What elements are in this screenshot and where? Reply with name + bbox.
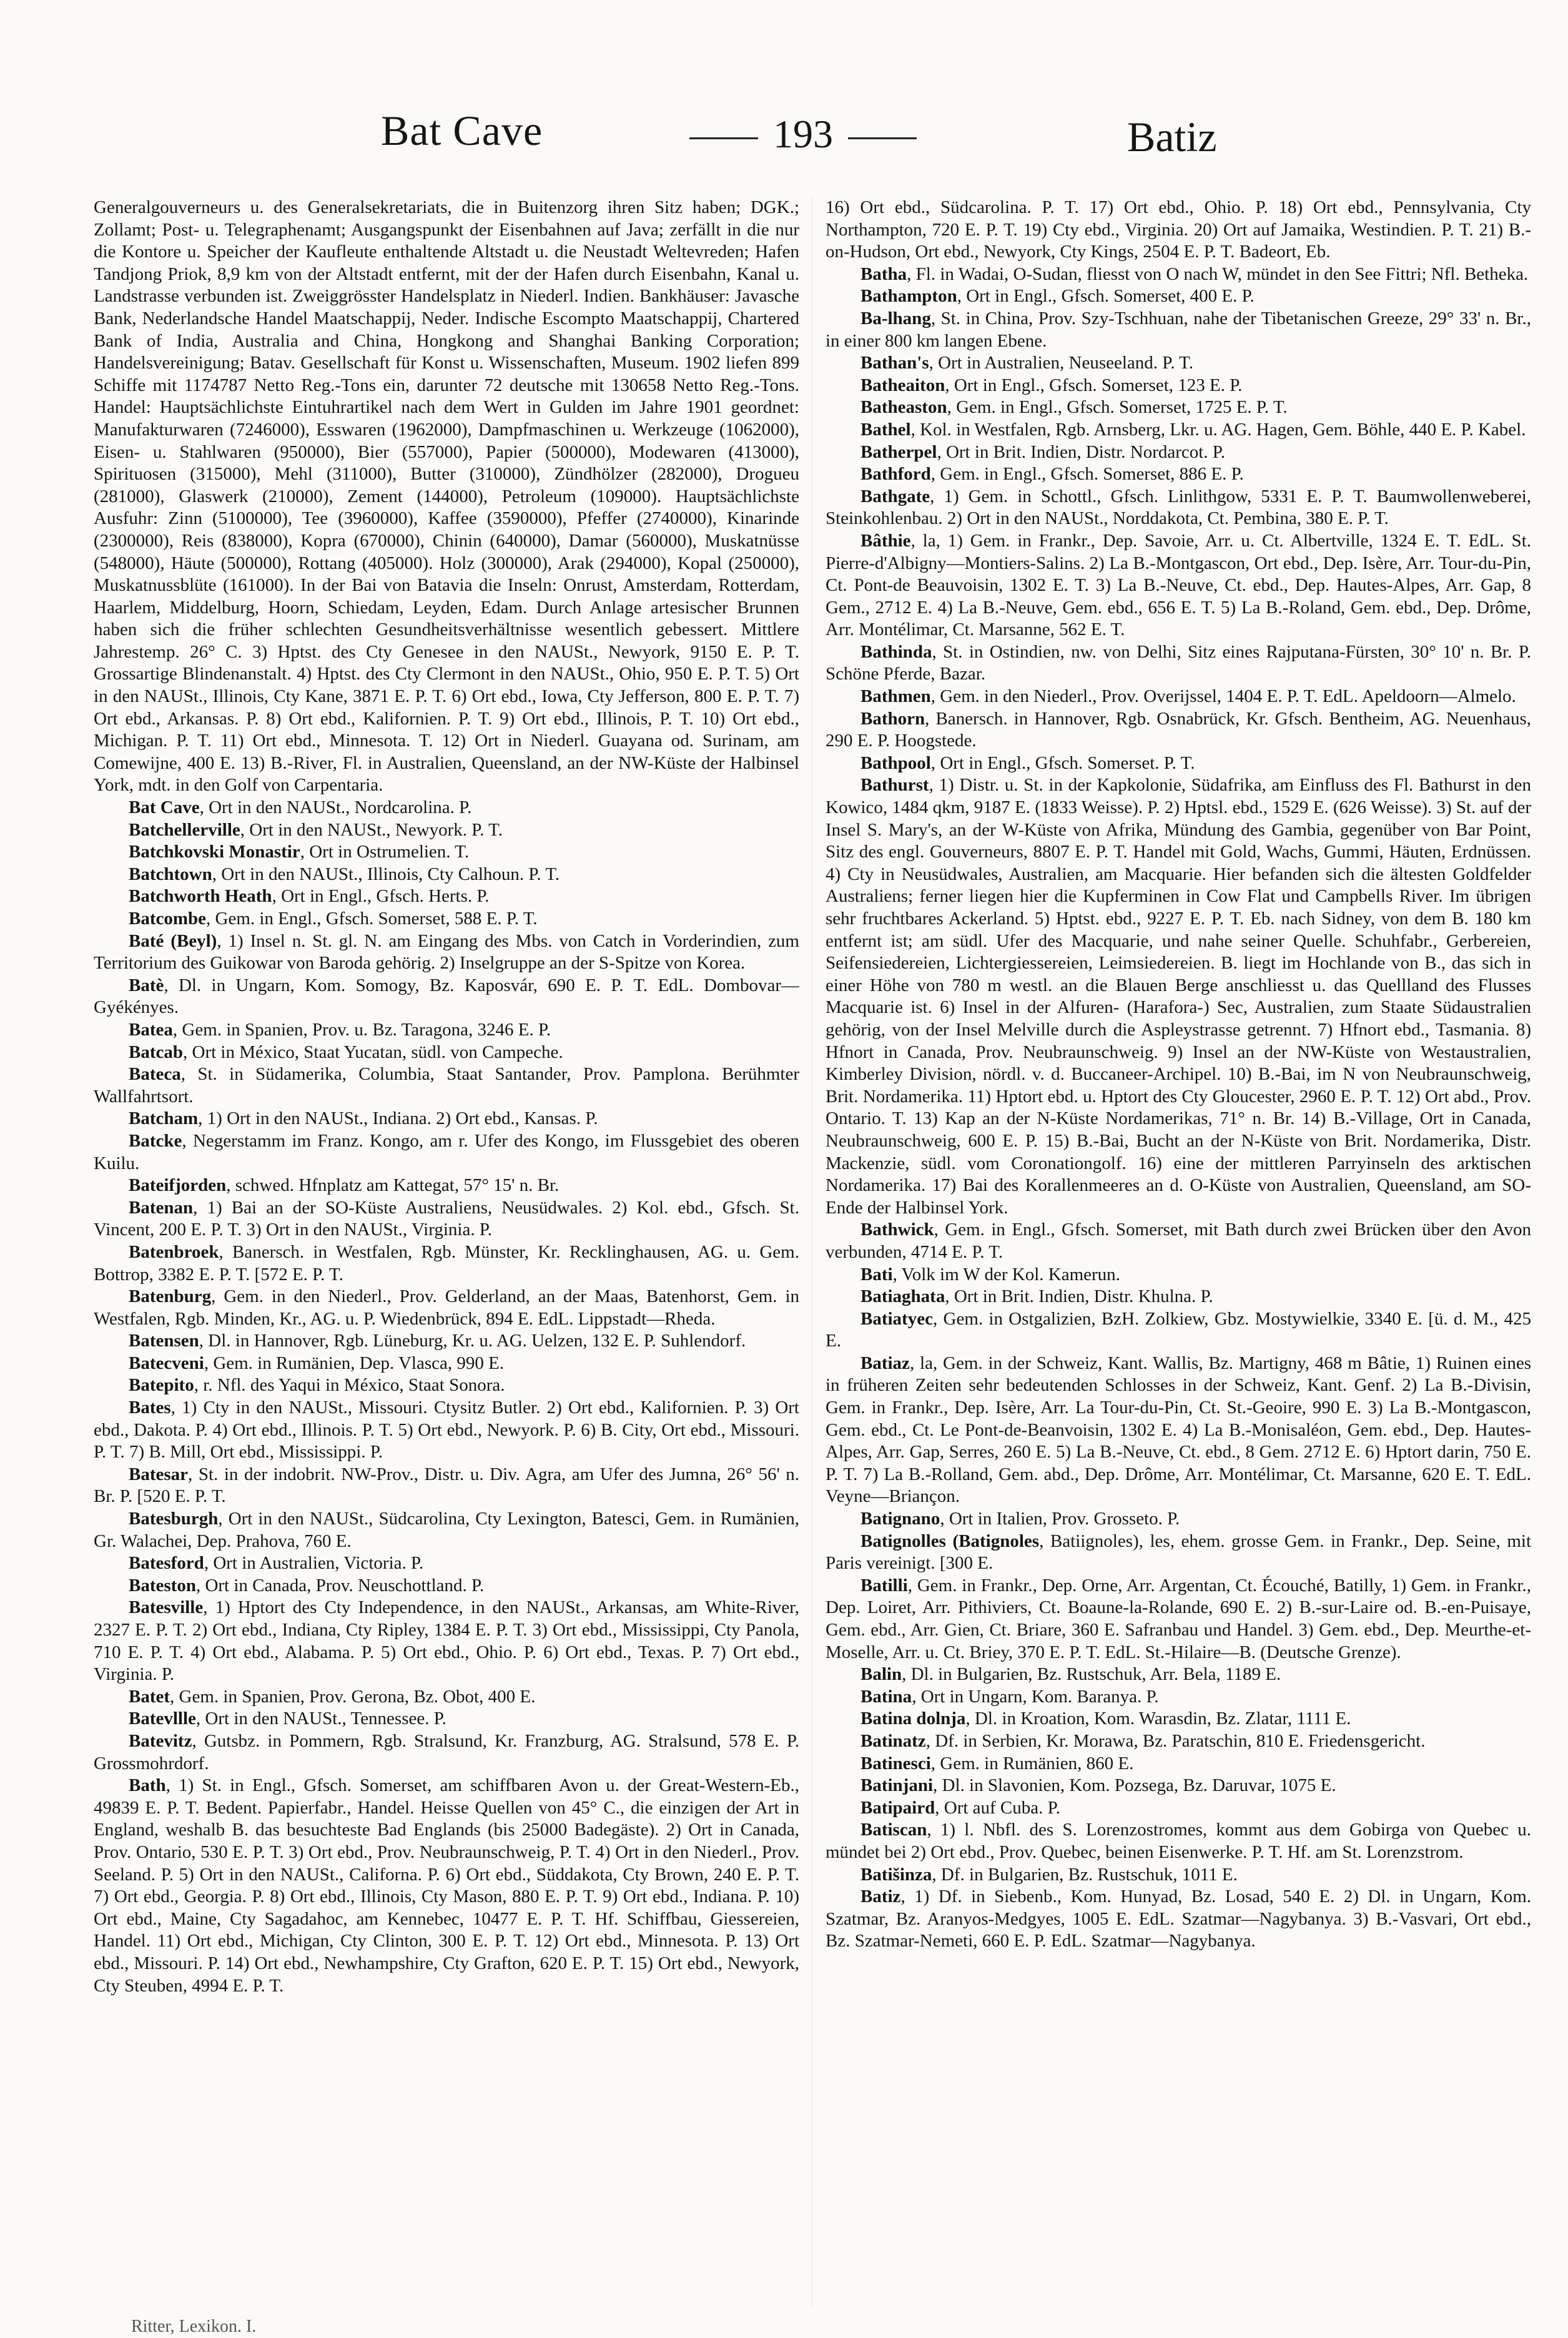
dictionary-entry: Batipaird, Ort auf Cuba. P. xyxy=(860,1797,1060,1818)
entry-headword: Batinesci xyxy=(860,1753,931,1773)
dictionary-entry: Batcke, Negerstamm im Franz. Kongo, am r. Ufer des Kongo, im Flussgebiet des oberen Kuilu. xyxy=(94,1130,799,1173)
dictionary-entry: Batenan, 1) Bai an der SO-Küste Australiens, Neusüdwales. 2) Kol. ebd., Gfsch. St. Vincent, 200 E. P. T. 3) Ort in den NAUSt., Virginia. P. xyxy=(94,1197,799,1240)
entry-headword: Batensen xyxy=(129,1331,199,1351)
entry-headword: Batignolles (Batignoles xyxy=(860,1531,1040,1551)
dictionary-entry: 16) Ort ebd., Südcarolina. P. T. 17) Ort ebd., Ohio. P. 18) Ort ebd., Pennsylvania, Cty Northampton, 720 E. P. T. 19) Cty ebd., Virginia. 20) Ort auf Jamaika, Westindien. P. T. 21) B.-on-Hudson, Ort ebd., Newyork, Cty Kings, 2504 E. P. T. Badeort, Eb. xyxy=(826,197,1531,262)
dictionary-entry: Batensen, Dl. in Hannover, Rgb. Lüneburg, Kr. u. AG. Uelzen, 132 E. P. Suhlendorf. xyxy=(129,1331,746,1351)
dictionary-entry: Batepito, r. Nfl. des Yaqui in México, Staat Sonora. xyxy=(129,1375,505,1396)
dictionary-entry: Batè, Dl. in Ungarn, Kom. Somogy, Bz. Kaposvár, 690 E. P. T. EdL. Dombovar—Gyékényes. xyxy=(94,975,799,1018)
entry-headword: Batiscan xyxy=(860,1820,927,1840)
dictionary-entry: Batina dolnja, Dl. in Kroation, Kom. Warasdin, Bz. Zlatar, 1111 E. xyxy=(860,1709,1351,1729)
entry-headword: Bati xyxy=(860,1264,893,1285)
entry-headword: Bath xyxy=(129,1775,166,1796)
entry-headword: Batherpel xyxy=(860,441,937,462)
dictionary-entry: Batchkovski Monastir, Ort in Ostrumelien. T. xyxy=(129,842,470,862)
entry-headword: Batina dolnja xyxy=(860,1709,966,1729)
dictionary-entry: Bathurst, 1) Distr. u. St. in der Kapkolonie, Südafrika, am Einfluss des Fl. Bathurst in den Kowico, 1484 qkm, 9187 E. (1833 Weisse). P. 2) Hptsl. ebd., 1529 E. (626 Weisse). 3) St. auf der Insel S. Mary's, an der W-Küste von Afrika, Mündung des Gambia, gegenüber von Bar Point, Sitz des engl. Gouverneurs, 8807 E. P. T. Handel mit Gold, Wachs, Gummi, Häuten, Erdnüssen. 4) Cty in Neusüdwales, Australien, am Macquarie. Hier befanden sich die ältesten Goldfelder Australiens; ferner liegen hier die Kupferminen in Cow Flat und Campbells River. Im übrigen sehr fruchtbares Ackerland. 5) Hptst. ebd., 9227 E. P. T. Eb. nach Sidney, von dem B. 180 km entfernt ist; am südl. Ufer des Macquarie, und nahe seiner Quelle. Schuhfabr., Gerbereien, Seifensiedereien, Lichtergiessereien, Leimsiedereien. B. liegt im Hochlande von B., das sich in einer Höhe von 780 m westl. an die Blauen Berge anschliesst u. das Quellland des Flusses Macquarie ist. 6) Insel in der Alfuren- (Harafora-) Sec, Australien, zum Staate Südaustralien gehörig, von der Insel Melville durch die Aspleystrasse getrennt. 7) Hfnort ebd., Tasmania. 8) Hfnort in Canada, Prov. Neubraunschweig. 9) Insel an der NW-Küste von Westaustralien, Kimberley Division, nördl. v. d. Buccaneer-Archipel. 10) B.-Bai, im N von Neubraunschweig, Brit. Nordamerika. 11) Hptort ebd. u. Hptort des Cty Gloucester, 2960 E. P. T. 12) Ort abd., Prov. Ontario. T. 13) Kap an der N-Küste Nordamerikas, 71° n. Br. 14) B.-Village, Ort in Canada, Neubraunschweig, 600 E. P. 15) B.-Bai, Bucht an der N-Küste von Brit. Nordamerika, Distr. Mackenzie, südl. vom Coronationgolf. 16) eine der mittleren Parryinseln des arktischen Nordamerika. 17) Bai des Korallenmeeres an d. O-Küste von Australien, Queensland, am SO-Ende der Halbinsel York. xyxy=(826,775,1531,1218)
entry-headword: Batiaz xyxy=(860,1353,910,1373)
dictionary-entry: Bateifjorden, schwed. Hfnplatz am Kattegat, 57° 15' n. Br. xyxy=(129,1175,560,1196)
footer-catchword: Ritter, Lexikon. I. xyxy=(131,2317,257,2336)
dictionary-entry: Bathinda, St. in Ostindien, nw. von Delhi, Sitz eines Rajputana-Fürsten, 30° 10' n. Br. P. Schöne Pferde, Bazar. xyxy=(826,641,1531,684)
dictionary-entry: Batet, Gem. in Spanien, Prov. Gerona, Bz. Obot, 400 E. xyxy=(129,1686,536,1707)
dictionary-entry: Batinesci, Gem. in Rumänien, 860 E. xyxy=(860,1753,1134,1773)
entry-headword: Batiatyec xyxy=(860,1308,933,1329)
dictionary-entry: Batcombe, Gem. in Engl., Gfsch. Somerset, 588 E. P. T. xyxy=(129,909,538,929)
entry-headword: Bateifjorden xyxy=(129,1175,227,1196)
entry-headword: Batcke xyxy=(129,1130,182,1151)
dictionary-entry: Batea, Gem. in Spanien, Prov. u. Bz. Taragona, 3246 E. P. xyxy=(129,1019,551,1040)
dictionary-entry: Bâthie, la, 1) Gem. in Frankr., Dep. Savoie, Arr. u. Ct. Albertville, 1324 E. T. EdL. St. Pierre-d'Albigny—Montiers-Salins. 2) La B.-Montgascon, Ort ebd., Dep. Isère, Arr. Tour-du-Pin, Ct. Pont-de Beauvoisin, 1302 E. T. 3) La B.-Neuve, Ct. ebd., Dep. Hautes-Alpes, Arr. Gap, 8 Gem., 2712 E. 4) La B.-Neuve, Gem. ebd., 656 E. T. 5) La B.-Roland, Gem. ebd., Dep. Drôme, Arr. Montélimar, Ct. Marsanne, 562 E. T. xyxy=(826,530,1531,640)
dictionary-entry: Batcham, 1) Ort in den NAUSt., Indiana. 2) Ort ebd., Kansas. P. xyxy=(129,1108,598,1129)
entry-headword: Bathgate xyxy=(860,486,930,506)
entry-headword: Bateca xyxy=(129,1064,181,1085)
dictionary-entry: Batherpel, Ort in Brit. Indien, Distr. Nordarcot. P. xyxy=(860,441,1225,462)
entry-headword: Batchtown xyxy=(129,864,212,884)
header-left-keyword: Bat Cave xyxy=(381,107,543,154)
dictionary-entry: Batignano, Ort in Italien, Prov. Grosseto. P. xyxy=(860,1509,1180,1529)
dictionary-entry: Batišinza, Df. in Bulgarien, Bz. Rustschuk, 1011 E. xyxy=(860,1864,1238,1885)
entry-headword: Batiaghata xyxy=(860,1286,945,1307)
entry-headword: Bathford xyxy=(860,464,931,485)
entry-headword: Batecveni xyxy=(129,1353,204,1373)
entry-headword: Bathel xyxy=(860,419,911,440)
dictionary-entry: Bathwick, Gem. in Engl., Gfsch. Somerset, mit Bath durch zwei Brücken über den Avon verbunden, 4714 E. P. T. xyxy=(826,1220,1531,1262)
dictionary-entry: Batinjani, Dl. in Slavonien, Kom. Pozsega, Bz. Daruvar, 1075 E. xyxy=(860,1775,1336,1796)
entry-headword: Batchworth Heath xyxy=(129,886,272,907)
entry-headword: Baté (Beyl) xyxy=(129,930,217,951)
dictionary-entry: Ba-lhang, St. in China, Prov. Szy-Tschhuan, nahe der Tibetanischen Greeze, 29° 33' n. Br., in einer 800 km langen Ebene. xyxy=(826,308,1531,351)
entry-headword: Bathampton xyxy=(860,286,957,307)
entry-headword: Batilli xyxy=(860,1575,908,1596)
dictionary-entry: Batiz, 1) Df. in Siebenb., Kom. Hunyad, Bz. Losad, 540 E. 2) Dl. in Ungarn, Kom. Szatmar, Bz. Aranyos-Medgyes, 1005 E. EdL. Szatmar—Nagybanya. 3) B.-Vasvari, Ort ebd., Bz. Szatmar-Nemeti, 660 E. P. EdL. Szatmar—Nagybanya. xyxy=(826,1887,1531,1951)
dictionary-entry: Bateston, Ort in Canada, Prov. Neuschottland. P. xyxy=(129,1575,485,1596)
entry-headword: Batet xyxy=(129,1686,170,1707)
dictionary-entry: Bathampton, Ort in Engl., Gfsch. Somerset, 400 E. P. xyxy=(860,286,1255,307)
dictionary-entry: Batesville, 1) Hptort des Cty Independence, in den NAUSt., Arkansas, am White-River, 2327 E. P. T. 2) Ort ebd., Indiana, Cty Ripley, 1384 E. P. T. 3) Ort ebd., Mississippi, Cty Panola, 710 E. P. T. 4) Ort ebd., Alabama. P. 5) Ort ebd., Ohio. P. 6) Ort ebd., Texas. P. 7) Ort ebd., Virginia. P. xyxy=(94,1597,799,1685)
dictionary-entry: Batignolles (Batignoles, Batiignoles), les, ehem. grosse Gem. in Frankr., Dep. Seine, mit Paris vereinigt. [300 E. xyxy=(826,1531,1531,1574)
dictionary-entry: Batheaiton, Ort in Engl., Gfsch. Somerset, 123 E. P. xyxy=(860,375,1243,395)
dictionary-entry: Batheaston, Gem. in Engl., Gfsch. Somerset, 1725 E. P. T. xyxy=(860,397,1288,418)
dictionary-entry: Bathpool, Ort in Engl., Gfsch. Somerset. P. T. xyxy=(860,752,1195,773)
entry-headword: Batesville xyxy=(129,1597,204,1618)
entry-headword: Batišinza xyxy=(860,1864,932,1885)
dictionary-entry: Bathgate, 1) Gem. in Schottl., Gfsch. Linlithgow, 5331 E. P. T. Baumwollenweberei, Steinkohlenbau. 2) Ort in den NAUSt., Norddakota, Ct. Pembina, 380 E. P. T. xyxy=(826,486,1531,529)
entry-headword: Balin xyxy=(860,1664,902,1685)
dictionary-entry: Bathan's, Ort in Australien, Neuseeland. P. T. xyxy=(860,353,1193,373)
dictionary-entry: Batesford, Ort in Australien, Victoria. P. xyxy=(129,1553,424,1574)
dictionary-entry: Batecveni, Gem. in Rumänien, Dep. Vlasca, 990 E. xyxy=(129,1353,505,1373)
dictionary-entry: Bates, 1) Cty in den NAUSt., Missouri. Ctysitz Butler. 2) Ort ebd., Kalifornien. P. 3) Ort ebd., Dakota. P. 4) Ort ebd., Illinois. P. T. 5) Ort ebd., Newyork. P. 6) B. City, Ort ebd., Missouri. P. T. 7) B. Mill, Ort ebd., Mississippi. P. xyxy=(94,1398,799,1462)
entry-headword: Ba-lhang xyxy=(860,308,931,328)
entry-headword: Bathurst xyxy=(860,775,929,796)
entry-headword: Batè xyxy=(129,975,164,995)
entry-headword: Batevitz xyxy=(129,1730,192,1751)
entry-headword: Batenburg xyxy=(129,1286,212,1307)
dictionary-entry: Batiatyec, Gem. in Ostgalizien, BzH. Zolkiew, Gbz. Mostywielkie, 3340 E. [ü. d. M., 425 E. xyxy=(826,1308,1531,1351)
entry-headword: Bat Cave xyxy=(129,797,200,818)
entry-headword: Batesburgh xyxy=(129,1509,219,1529)
entry-headword: Batipaird xyxy=(860,1797,935,1818)
dictionary-entry: Batenbroek, Banersch. in Westfalen, Rgb. Münster, Kr. Recklinghausen, AG. u. Gem. Bottrop, 3382 E. P. T. [572 E. P. T. xyxy=(94,1241,799,1285)
entry-headword: Batignano xyxy=(860,1509,940,1529)
entry-headword: Batiz xyxy=(860,1887,901,1907)
entry-headword: Batina xyxy=(860,1686,912,1707)
dictionary-entry: Bath, 1) St. in Engl., Gfsch. Somerset, am schiffbaren Avon u. der Great-Western-Eb., 49839 E. P. T. Bedent. Papierfabr., Handel. Heisse Quellen von 45° C., die einzigen der Art in England, weshalb B. das besuchteste Bad Englands (bis 25000 Badegäste). 2) Ort in Canada, Prov. Ontario, 530 E. P. T. 3) Ort ebd., Prov. Neubraunschweig, P. T. 4) Ort in den Niederl., Prov. Seeland. P. 5) Ort in den NAUSt., Californa. P. 6) Ort ebd., Süddakota, Cty Brown, 240 E. P. T. 7) Ort ebd., Georgia. P. 8) Ort ebd., Illinois, Cty Mason, 880 E. P. T. 9) Ort ebd., Indiana. P. 10) Ort ebd., Maine, Cty Sagadahoc, am Kennebec, 10477 E. P. T. Hf. Schiffbau, Giessereien, Handel. 11) Ort ebd., Michigan, Cty Clinton, 300 E. P. T. 12) Ort ebd., Minnesota. P. 13) Ort ebd., Missouri. P. 14) Ort ebd., Newhampshire, Cty Grafton, 620 E. P. T. 15) Ort ebd., Newyork, Cty Steuben, 4994 E. P. T. xyxy=(94,1775,799,1996)
page-number: 193 xyxy=(773,112,833,156)
entry-headword: Batevllle xyxy=(129,1709,196,1729)
dictionary-entry: Baté (Beyl), 1) Insel n. St. gl. N. am Eingang des Mbs. von Catch in Vorderindien, zum Territorium des Guikowar von Baroda gehörig. 2) Inselgruppe an der S-Spitze von Korea. xyxy=(94,930,799,974)
entry-headword: Batesford xyxy=(129,1553,204,1574)
entry-headword: Batheaston xyxy=(860,397,947,418)
dictionary-entry: Batiaz, la, Gem. in der Schweiz, Kant. Wallis, Bz. Martigny, 468 m Bâtie, 1) Ruinen eines in früheren Zeiten sehr bedeutenden Schlosses in der Schweiz, Kant. Genf. 2) La B.-Divisin, Gem. in Frankr., Dep. Isère, Arr. La Tour-du-Pin, Ct. St.-Geoire, 990 E. 3) La B.-Montgascon, Gem. ebd., Ct. Le Pont-de-Beanvoisin, 1302 E. 4) La B.-Monisaléon, Gem. ebd., Dep. Hautes-Alpes, Arr. Gap, Serres, 260 E. 5) La B.-Neuve, Ct. ebd., 8 Gem. 2712 E. 6) Hptort darin, 750 E. P. T. 7) La B.-Rolland, Gem. abd., Dep. Drôme, Arr. Montélimar, Ct. Marsanne, 620 E. T. EdL. Veyne—Briançon. xyxy=(826,1353,1531,1507)
dictionary-entry: Batesar, St. in der indobrit. NW-Prov., Distr. u. Div. Agra, am Ufer des Jumna, 26° 56' n. Br. P. [520 E. P. T. xyxy=(94,1464,799,1507)
entry-headword: Bâthie xyxy=(860,530,911,551)
dictionary-entry: Batiscan, 1) l. Nbfl. des S. Lorenzostromes, kommt aus dem Gobirga von Quebec u. mündet bei 2) Ort ebd., Prov. Quebec, beinen Eisenwerke. P. T. Hf. am St. Lorenzstrom. xyxy=(826,1820,1531,1862)
entry-headword: Bathpool xyxy=(860,752,931,773)
dictionary-entry: Batesburgh, Ort in den NAUSt., Südcarolina, Cty Lexington, Batesci, Gem. in Rumänien, Gr. Walachei, Dep. Prahova, 760 E. xyxy=(94,1509,799,1551)
entry-headword: Batenbroek xyxy=(129,1241,219,1262)
entry-headword: Bateston xyxy=(129,1575,196,1596)
dictionary-entry: Batiaghata, Ort in Brit. Indien, Distr. Khulna. P. xyxy=(860,1286,1213,1307)
entry-headword: Bathwick xyxy=(860,1220,934,1240)
entry-headword: Batcham xyxy=(129,1108,199,1129)
dictionary-entry: Batchworth Heath, Ort in Engl., Gfsch. Herts. P. xyxy=(129,886,490,907)
entry-headword: Batchellerville xyxy=(129,819,240,840)
dictionary-entry: Bateca, St. in Südamerika, Columbia, Staat Santander, Prov. Pamplona. Berühmter Wallfahrtsort. xyxy=(94,1064,799,1107)
dictionary-entry: Batinatz, Df. in Serbien, Kr. Morawa, Bz. Paratschin, 810 E. Friedensgericht. xyxy=(860,1730,1426,1751)
dictionary-entry: Bathmen, Gem. in den Niederl., Prov. Overijssel, 1404 E. P. T. EdL. Apeldoorn—Almelo. xyxy=(860,686,1516,707)
entry-headword: Bathorn xyxy=(860,708,925,729)
entry-headword: Batinatz xyxy=(860,1730,926,1751)
dictionary-entry: Bat Cave, Ort in den NAUSt., Nordcarolina. P. xyxy=(129,797,472,818)
entry-headword: Batepito xyxy=(129,1375,194,1396)
dictionary-entry: Batha, Fl. in Wadai, O-Sudan, fliesst von O nach W, mündet in den See Fittri; Nfl. Betheka. xyxy=(860,264,1529,284)
dictionary-entry: Batina, Ort in Ungarn, Kom. Baranya. P. xyxy=(860,1686,1159,1707)
header-right-keyword: Batiz xyxy=(1127,113,1217,160)
right-column xyxy=(826,197,1531,2307)
entry-headword: Batinjani xyxy=(860,1775,934,1796)
entry-headword: Batcombe xyxy=(129,909,207,929)
dictionary-entry: Bathford, Gem. in Engl., Gfsch. Somerset, 886 E. P. xyxy=(860,464,1244,485)
entry-headword: Batheaiton xyxy=(860,375,945,395)
page-header xyxy=(0,75,1568,160)
dictionary-entry: Batevitz, Gutsbz. in Pommern, Rgb. Stralsund, Kr. Franzburg, AG. Stralsund, 578 E. P. Grossmohrdorf. xyxy=(94,1730,799,1773)
dictionary-entry: Bati, Volk im W der Kol. Kamerun. xyxy=(860,1264,1120,1285)
dictionary-entry: Balin, Dl. in Bulgarien, Bz. Rustschuk, Arr. Bela, 1189 E. xyxy=(860,1664,1281,1685)
header-dash-left xyxy=(689,137,758,139)
header-dash-right xyxy=(848,137,917,139)
dictionary-entry: Batchtown, Ort in den NAUSt., Illinois, Cty Calhoun. P. T. xyxy=(129,864,560,884)
dictionary-entry: Batchellerville, Ort in den NAUSt., Newyork. P. T. xyxy=(129,819,503,840)
entry-headword: Batcab xyxy=(129,1042,183,1062)
header-page-number-block xyxy=(674,111,932,157)
dictionary-entry: Generalgouverneurs u. des Generalsekretariats, die in Buitenzorg ihren Sitz haben; DGK.; Zollamt; Post- u. Telegraphenamt; Ausgangspunkt der Eisenbahnen auf Java; zerfällt in die nur die Kontore u. Speicher der Kaufleute enthaltende Altstadt u. die Neustadt Weltevreden; Hafen Tandjong Priok, 8,9 km von der Altstadt entfernt, mit der der Hafen durch Eisenbahn, Kanal u. Landstrasse verbunden ist. Zweiggrösster Handelsplatz in Niederl. Indien. Bankhäuser: Javasche Bank, Nederlandsche Handel Maatschappij, Neder. Indische Escompto Maatschappij, Chartered Bank of India, Australia and China, Hongkong and Shanghai Banking Corporation; Handelsvereinigung; Batav. Gesellschaft für Konst u. Wissenschaften, Museum. 1902 liefen 899 Schiffe mit 1174787 Netto Reg.-Tons ein, darunter 72 deutsche mit 130658 Netto Reg.-Tons. Handel: Hauptsächlichste Eintuhrartikel nach dem Wert in Gulden im Jahre 1901 geordnet: Manufakturwaren (7246000), Esswaren (1962000), Dampfmaschinen u. Werkzeuge (1062000), Eisen- u. Stahlwaren (950000), Bier (557000), Papier (500000), Modewaren (413000), Spirituosen (315000), Mehl (311000), Butter (310000), Zündhölzer (282000), Drogueu (281000), Glaswerk (210000), Zement (144000), Petroleum (109000). Hauptsächlichste Ausfuhr: Zinn (5100000), Tee (3960000), Kaffee (3590000), Pfeffer (2740000), Kinarinde (2300000), Reis (838000), Kopra (670000), Chinin (640000), Damar (560000), Muskatnüsse (548000), Häute (500000), Rottang (405000). Holz (300000), Arak (294000), Kopal (250000), Muskatnussblüte (161000). In der Bai von Batavia die Inseln: Onrust, Amsterdam, Rotterdam, Haarlem, Middelburg, Hoorn, Schiedam, Leyden, Edam. Durch Anlage artesischer Brunnen haben sich die früher schlechten Gesundheitsverhältnisse wesentlich gebessert. Mittlere Jahrestemp. 26° C. 3) Hptst. des Cty Genesee in den NAUSt., Newyork, 9150 E. P. T. Grossartige Blindenanstalt. 4) Hptst. des Cty Clermont in den NAUSt., Ohio, 950 E. P. T. 5) Ort in den NAUSt., Illinois, Cty Kane, 3871 E. P. T. 6) Ort ebd., Iowa, Cty Jefferson, 800 E. P. T. 7) Ort ebd., Arkansas. P. 8) Ort ebd., Kalifornien. P. T. 9) Ort ebd., Illinois, P. T. 10) Ort ebd., Michigan. P. T. 11) Ort ebd., Minnesota. T. 12) Ort in Niederl. Guayana od. Surinam, am Comewijne, 400 E. 13) B.-River, Fl. in Australien, Queensland, an der NW-Küste der Halbinsel York, mdt. in den Golf von Carpentaria. xyxy=(94,197,799,796)
entry-headword: Batchkovski Monastir xyxy=(129,842,300,862)
entry-headword: Bathmen xyxy=(860,686,931,707)
entry-headword: Bathinda xyxy=(860,641,932,662)
entry-headword: Batenan xyxy=(129,1197,194,1218)
entry-headword: Batha xyxy=(860,264,907,284)
entry-headword: Batesar xyxy=(129,1464,189,1484)
dictionary-entry: Batilli, Gem. in Frankr., Dep. Orne, Arr. Argentan, Ct. Écouché, Batilly, 1) Gem. in Frankr., Dep. Loiret, Arr. Pithiviers, Ct. Boaune-la-Rolande, 690 E. 2) B.-sur-Laire od. B.-en-Puisaye, Gem. ebd., Arr. Gien, Ct. Briare, 360 E. Safranbau und Handel. 3) Gem. ebd., Dep. Meurthe-et-Moselle, Arr. u. Ct. Briey, 370 E. P. T. EdL. St.-Hilaire—B. (Deutsche Grenze). xyxy=(826,1575,1531,1662)
entry-headword: Batea xyxy=(129,1019,173,1040)
dictionary-entry: Bathel, Kol. in Westfalen, Rgb. Arnsberg, Lkr. u. AG. Hagen, Gem. Böhle, 440 E. P. Kabel. xyxy=(860,419,1526,440)
entry-headword: Bates xyxy=(129,1398,171,1418)
left-column xyxy=(94,197,799,2307)
entry-headword: Bathan's xyxy=(860,353,929,373)
dictionary-entry: Bathorn, Banersch. in Hannover, Rgb. Osnabrück, Kr. Gfsch. Bentheim, AG. Neuenhaus, 290 E. P. Hoogstede. xyxy=(826,708,1531,751)
dictionary-entry: Batenburg, Gem. in den Niederl., Prov. Gelderland, an der Maas, Batenhorst, Gem. in Westfalen, Rgb. Minden, Kr., AG. u. P. Wiedenbrück, 894 E. EdL. Lippstadt—Rheda. xyxy=(94,1286,799,1329)
dictionary-entry: Batcab, Ort in México, Staat Yucatan, südl. von Campeche. xyxy=(129,1042,563,1062)
dictionary-entry: Batevllle, Ort in den NAUSt., Tennessee. P. xyxy=(129,1709,446,1729)
